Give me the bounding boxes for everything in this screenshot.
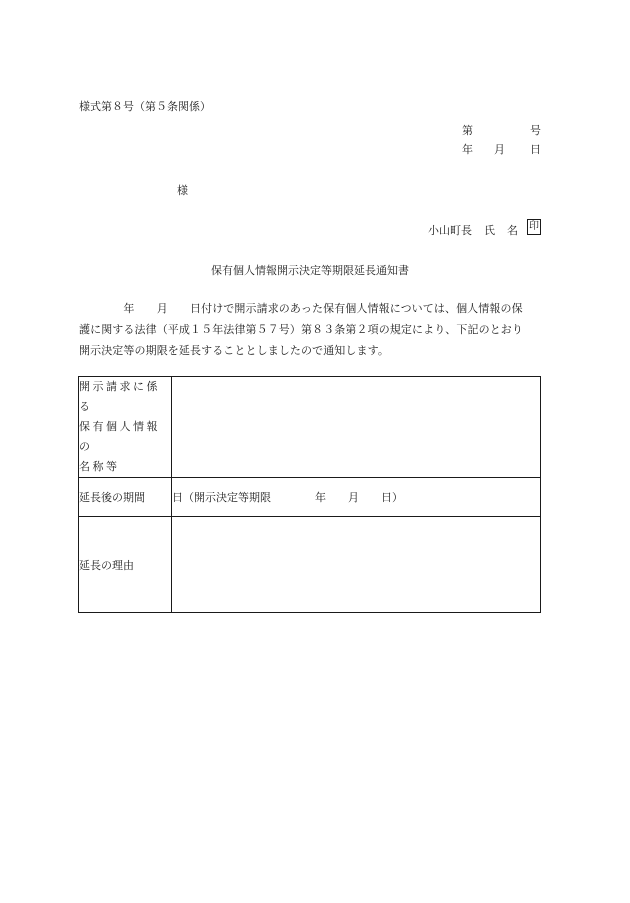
sender-organization: 小山町長 bbox=[428, 224, 472, 237]
body-paragraph bbox=[79, 298, 545, 361]
table-label-line: 名称等 bbox=[79, 460, 120, 473]
table-label-extended-period: 延長後の期間 bbox=[79, 478, 172, 517]
table-label-line: 開示請求に係る bbox=[79, 380, 160, 413]
sender-name-label-2: 名 bbox=[507, 224, 518, 237]
form-number: 様式第８号（第５条関係） bbox=[79, 100, 211, 113]
table-row bbox=[79, 517, 541, 613]
date-month: 月 bbox=[494, 143, 505, 156]
table-label-info-name bbox=[79, 377, 172, 478]
date-day: 日 bbox=[530, 143, 541, 156]
table-label-extension-reason: 延長の理由 bbox=[79, 517, 172, 613]
document-number-suffix: 号 bbox=[530, 124, 541, 137]
table-label-line: 保有個人情報の bbox=[79, 420, 160, 453]
table-row bbox=[79, 377, 541, 478]
table-row bbox=[79, 478, 541, 517]
addressee-honorific: 様 bbox=[177, 184, 188, 197]
sender-name-label-1: 氏 bbox=[484, 224, 495, 237]
table-value-info-name[interactable] bbox=[172, 377, 541, 478]
body-line-1: 年 月 日付けで開示請求のあった保有個人情報については、個人情報の保 bbox=[79, 302, 523, 315]
table-value-extended-period[interactable]: 日（開示決定等期限 年 月 日） bbox=[172, 478, 541, 517]
document-number-prefix: 第 bbox=[462, 124, 473, 137]
document-title: 保有個人情報開示決定等期限延長通知書 bbox=[211, 264, 409, 277]
seal-mark: 印 bbox=[527, 219, 541, 235]
date-year: 年 bbox=[462, 143, 473, 156]
table-value-extension-reason[interactable] bbox=[172, 517, 541, 613]
extension-details-table bbox=[78, 376, 541, 613]
body-line-2: 護に関する法律（平成１５年法律第５７号）第８３条第２項の規定により、下記のとおり bbox=[79, 323, 523, 336]
body-line-3: 開示決定等の期限を延長することとしましたので通知します。 bbox=[79, 344, 389, 357]
